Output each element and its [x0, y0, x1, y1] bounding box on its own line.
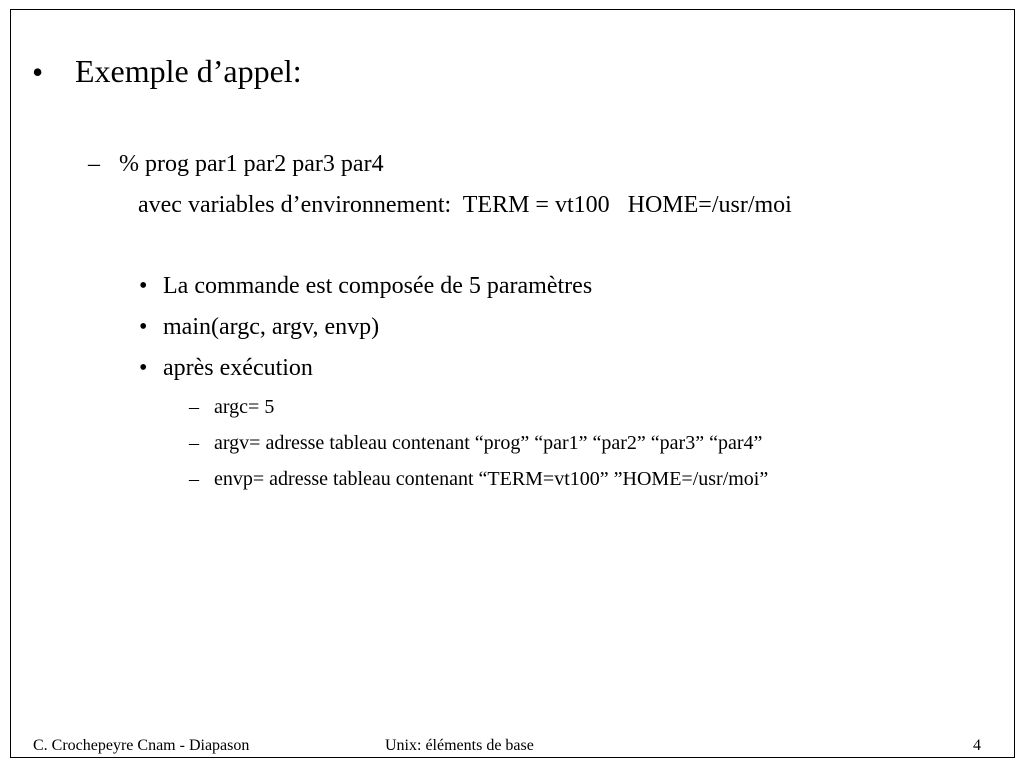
subpoint-dash: –: [189, 468, 199, 490]
slide-heading: Exemple d’appel:: [75, 53, 302, 89]
subpoint-dash: –: [189, 396, 199, 418]
point-bullet: •: [139, 314, 148, 340]
command-environment: avec variables d’environnement: TERM = vt100 HOME=/usr/moi: [138, 192, 792, 218]
subpoint-envp: envp= adresse tableau contenant “TERM=vt100” ”HOME=/usr/moi”: [214, 468, 769, 490]
point-bullet: •: [139, 273, 148, 299]
subpoint-argv: argv= adresse tableau contenant “prog” “par1” “par2” “par3” “par4”: [214, 432, 763, 454]
subpoint-dash: –: [189, 432, 199, 454]
heading-bullet: •: [32, 54, 44, 90]
point-after-execution: après exécution: [163, 355, 313, 381]
footer-title: Unix: éléments de base: [385, 737, 534, 754]
point-parameter-count: La commande est composée de 5 paramètres: [163, 273, 593, 299]
footer-author: C. Crochepeyre Cnam - Diapason: [33, 737, 250, 754]
command-dash: –: [88, 151, 100, 177]
page-number: 4: [973, 737, 981, 754]
point-main-signature: main(argc, argv, envp): [163, 314, 380, 340]
command-line: % prog par1 par2 par3 par4: [119, 151, 384, 177]
slide-frame: [10, 9, 1015, 758]
subpoint-argc: argc= 5: [214, 396, 275, 418]
point-bullet: •: [139, 355, 148, 381]
